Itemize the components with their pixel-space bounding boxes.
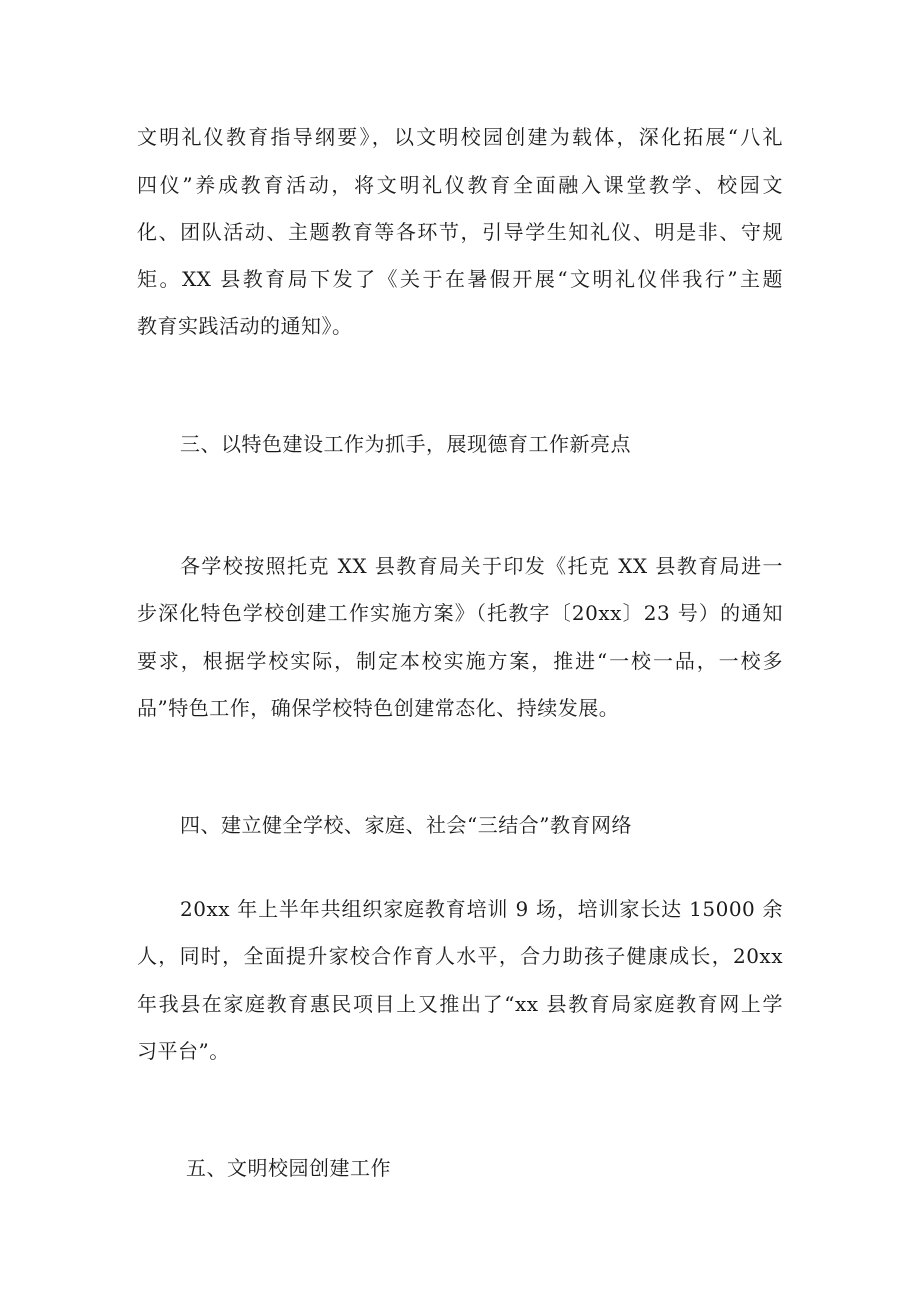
paragraph-1-line-4: 矩。XX 县教育局下发了《关于在暑假开展“文明礼仪伴我行”主题: [137, 267, 783, 291]
section-heading-3: 三、以特色建设工作为抓手，展现德育工作新亮点: [180, 432, 631, 456]
paragraph-3-line-1: 20xx 年上半年共组织家庭教育培训 9 场，培训家长达 15000 余: [180, 897, 783, 921]
paragraph-3-line-2: 人，同时，全面提升家校合作育人水平，合力助孩子健康成长，20xx: [137, 944, 783, 968]
paragraph-1-line-1: 文明礼仪教育指导纲要》，以文明校园创建为载体，深化拓展“八礼: [137, 125, 783, 149]
section-heading-4: 四、建立健全学校、家庭、社会“三结合”教育网络: [180, 813, 632, 837]
paragraph-3-line-4: 习平台”。: [137, 1039, 230, 1063]
paragraph-2-line-4: 品”特色工作，确保学校特色创建常态化、持续发展。: [137, 696, 620, 720]
paragraph-1-line-5: 教育实践活动的通知》。: [137, 314, 353, 338]
paragraph-2-line-3: 要求，根据学校实际，制定本校实施方案，推进“一校一品，一校多: [137, 649, 783, 673]
paragraph-3-line-3: 年我县在家庭教育惠民项目上又推出了“xx 县教育局家庭教育网上学: [137, 992, 783, 1016]
paragraph-1-line-2: 四仪”养成教育活动，将文明礼仪教育全面融入课堂教学、校园文: [137, 173, 783, 197]
paragraph-1-line-3: 化、团队活动、主题教育等各环节，引导学生知礼仪、明是非、守规: [137, 220, 783, 244]
section-heading-5: 五、文明校园创建工作: [186, 1156, 391, 1180]
paragraph-2-line-2: 步深化特色学校创建工作实施方案》（托教字〔20xx〕23 号）的通知: [137, 601, 783, 625]
paragraph-2-line-1: 各学校按照托克 XX 县教育局关于印发《托克 XX 县教育局进一: [180, 554, 783, 578]
